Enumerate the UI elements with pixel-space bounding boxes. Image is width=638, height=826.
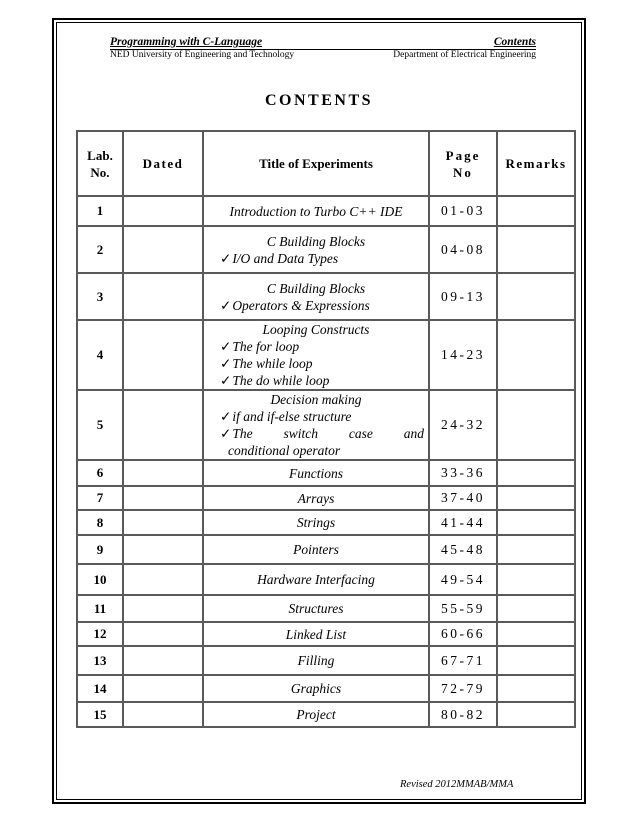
table-row (77, 564, 575, 595)
experiment-title (203, 273, 429, 320)
header-course-title: Programming with C-Language (110, 36, 263, 48)
running-subheader (110, 50, 536, 60)
page-range: 80-82 (429, 702, 497, 727)
page-range: 01-03 (429, 196, 497, 226)
dated-cell (123, 595, 203, 622)
experiment-title: Pointers (203, 535, 429, 564)
table-row (77, 595, 575, 622)
page-range: 60-66 (429, 622, 497, 646)
table-row (77, 702, 575, 727)
lab-number: 14 (77, 675, 123, 702)
col-header-remarks: Remarks (497, 131, 575, 196)
topic-item: ✓ The do while loop (204, 372, 428, 389)
topic-item: ✓ if and if-else structure (204, 408, 428, 425)
experiment-title (203, 226, 429, 273)
experiment-title: Filling (203, 646, 429, 675)
dated-cell (123, 460, 203, 486)
page-range: 14-23 (429, 320, 497, 390)
experiment-heading: C Building Blocks (266, 280, 366, 296)
table-row (77, 486, 575, 510)
lab-number: 8 (77, 510, 123, 535)
experiment-title: Introduction to Turbo C++ IDE (203, 196, 429, 226)
remarks-cell (497, 622, 575, 646)
experiment-title: Functions (203, 460, 429, 486)
experiment-heading: Decision making (270, 392, 362, 407)
page-range: 24-32 (429, 390, 497, 460)
table-row (77, 196, 575, 226)
topic-item-continuation: conditional operator (228, 443, 341, 458)
topic-item: ✓ The for loop (204, 338, 428, 355)
experiment-heading: Looping Constructs (262, 322, 370, 337)
table-row (77, 675, 575, 702)
topic-item: ✓ The while loop (204, 355, 428, 372)
page-range: 04-08 (429, 226, 497, 273)
lab-number: 9 (77, 535, 123, 564)
remarks-cell (497, 702, 575, 727)
dated-cell (123, 510, 203, 535)
col-header-title: Title of Experiments (203, 131, 429, 196)
table-row (77, 535, 575, 564)
dated-cell (123, 675, 203, 702)
topic-item: ✓ Operators & Expressions (204, 297, 428, 314)
header-university: NED University of Engineering and Technology (110, 50, 295, 60)
table-header-row (77, 131, 575, 196)
dated-cell (123, 273, 203, 320)
lab-number: 7 (77, 486, 123, 510)
page-range: 67-71 (429, 646, 497, 675)
page-range: 41-44 (429, 510, 497, 535)
experiment-title: Arrays (203, 486, 429, 510)
remarks-cell (497, 535, 575, 564)
dated-cell (123, 646, 203, 675)
experiment-title: Graphics (203, 675, 429, 702)
remarks-cell (497, 564, 575, 595)
remarks-cell (497, 595, 575, 622)
lab-number: 13 (77, 646, 123, 675)
table-row (77, 622, 575, 646)
dated-cell (123, 622, 203, 646)
dated-cell (123, 702, 203, 727)
table-row (77, 510, 575, 535)
page-range: 49-54 (429, 564, 497, 595)
topic-item: ✓ I/O and Data Types (204, 250, 428, 267)
dated-cell (123, 196, 203, 226)
dated-cell (123, 390, 203, 460)
table-row (77, 390, 575, 460)
remarks-cell (497, 273, 575, 320)
dated-cell (123, 564, 203, 595)
remarks-cell (497, 486, 575, 510)
header-department: Department of Electrical Engineering (393, 50, 536, 60)
table-row (77, 273, 575, 320)
lab-number: 15 (77, 702, 123, 727)
lab-number: 11 (77, 595, 123, 622)
remarks-cell (497, 675, 575, 702)
table-row (77, 226, 575, 273)
experiment-heading: C Building Blocks (266, 233, 366, 249)
topic-item-justified: ✓ The switch case and (204, 425, 428, 442)
dated-cell (123, 226, 203, 273)
remarks-cell (497, 390, 575, 460)
col-header-page-no: Page No (429, 131, 497, 196)
experiment-title: Structures (203, 595, 429, 622)
table-row (77, 646, 575, 675)
remarks-cell (497, 196, 575, 226)
dated-cell (123, 320, 203, 390)
page-range: 72-79 (429, 675, 497, 702)
page-range: 37-40 (429, 486, 497, 510)
lab-number: 10 (77, 564, 123, 595)
table-row (77, 320, 575, 390)
lab-number: 3 (77, 273, 123, 320)
table-row (77, 460, 575, 486)
experiment-title: Hardware Interfacing (203, 564, 429, 595)
remarks-cell (497, 460, 575, 486)
lab-number: 2 (77, 226, 123, 273)
experiment-title (203, 320, 429, 390)
dated-cell (123, 535, 203, 564)
running-header (110, 36, 536, 50)
page-range: 33-36 (429, 460, 497, 486)
contents-table (76, 130, 576, 728)
remarks-cell (497, 510, 575, 535)
lab-number: 1 (77, 196, 123, 226)
lab-number: 12 (77, 622, 123, 646)
col-header-dated: Dated (123, 131, 203, 196)
page-range: 09-13 (429, 273, 497, 320)
col-header-lab-no: Lab. No. (77, 131, 123, 196)
page-range: 55-59 (429, 595, 497, 622)
remarks-cell (497, 320, 575, 390)
remarks-cell (497, 646, 575, 675)
lab-number: 5 (77, 390, 123, 460)
header-section-title: Contents (493, 36, 536, 48)
experiment-title: Linked List (203, 622, 429, 646)
lab-number: 4 (77, 320, 123, 390)
lab-number: 6 (77, 460, 123, 486)
experiment-title: Project (203, 702, 429, 727)
experiment-title: Strings (203, 510, 429, 535)
experiment-title (203, 390, 429, 460)
revision-note: Revised 2012MMAB/MMA (400, 779, 514, 790)
page-title: CONTENTS (264, 92, 374, 109)
dated-cell (123, 486, 203, 510)
page-range: 45-48 (429, 535, 497, 564)
remarks-cell (497, 226, 575, 273)
